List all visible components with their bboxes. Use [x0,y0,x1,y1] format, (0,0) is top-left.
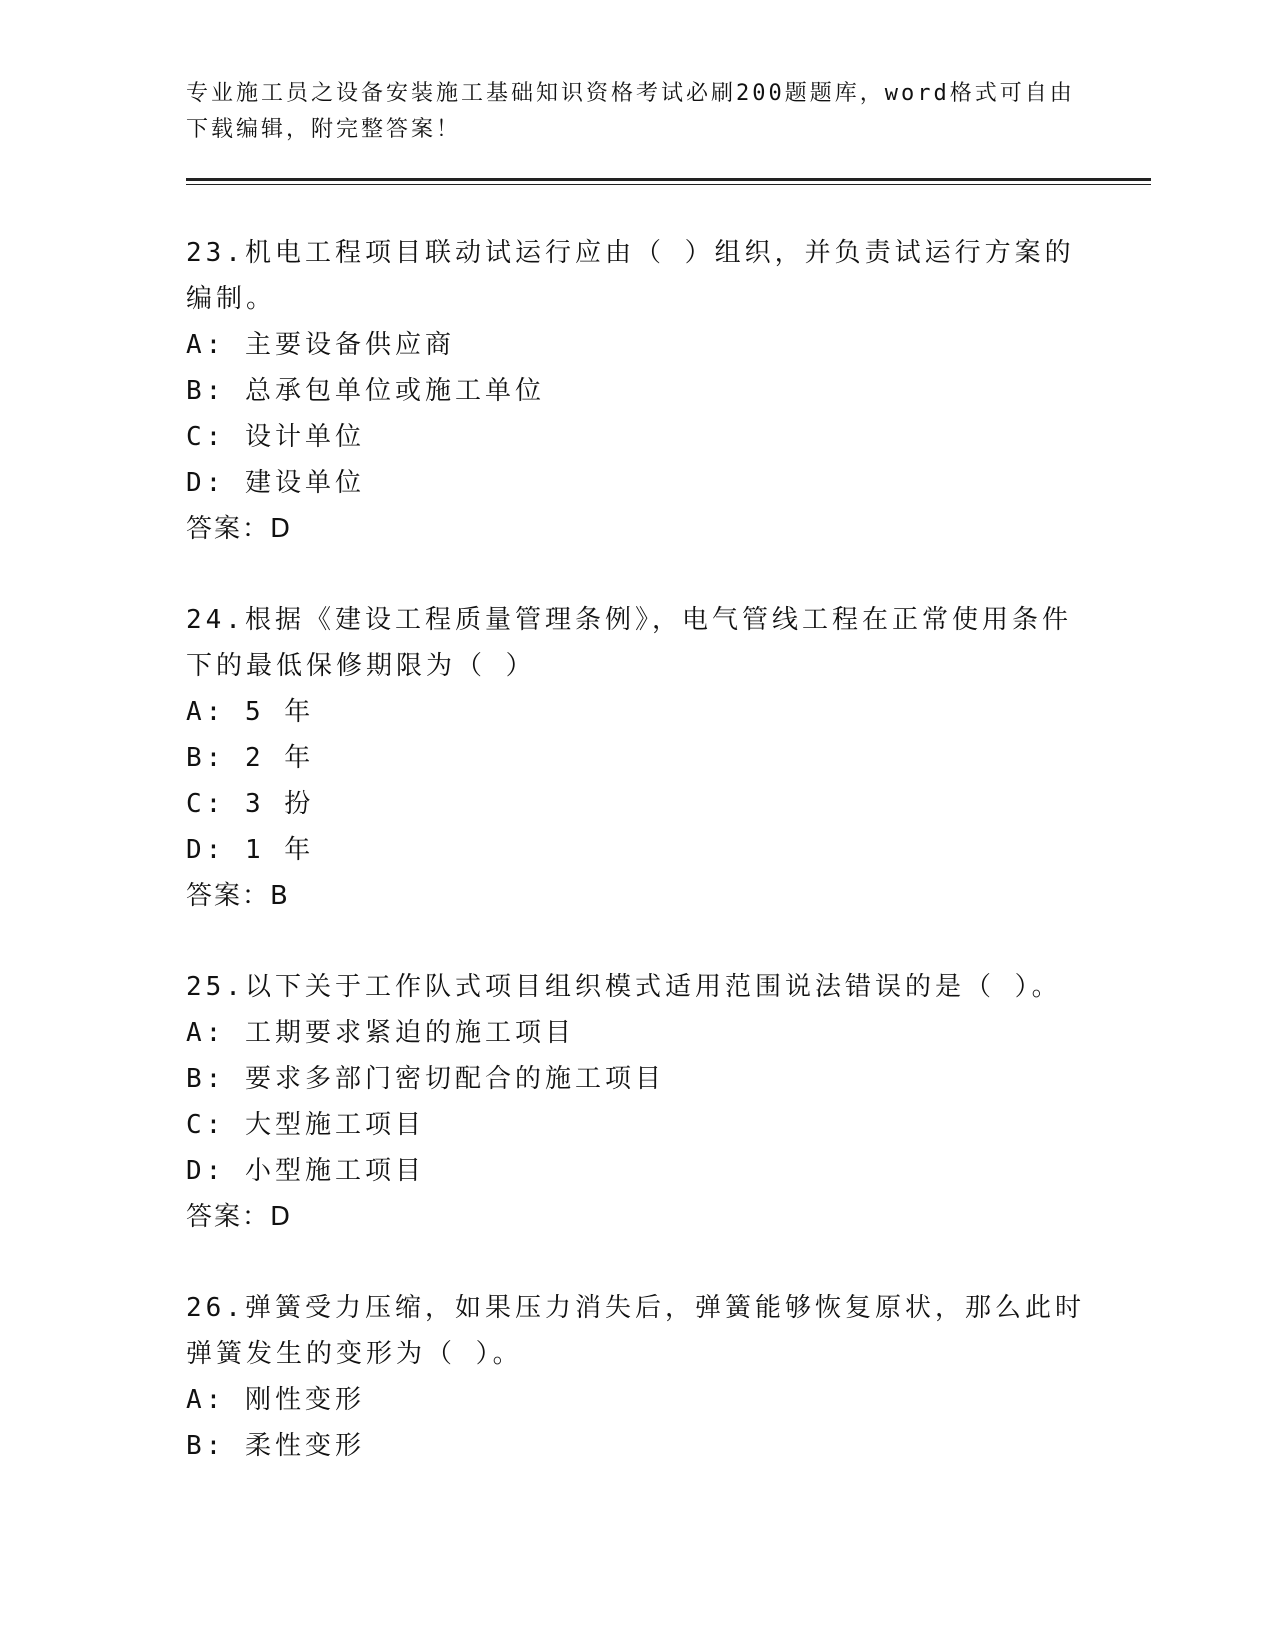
option-c: C: 3 扮 [186,789,315,819]
option-d: D: 建设单位 [186,468,365,498]
option-b: B: 总承包单位或施工单位 [186,376,545,406]
header-rule-thick [186,178,1151,181]
question-stem: 25.以下关于工作队式项目组织模式适用范围说法错误的是（ ）。 [186,972,1062,1002]
option-a: A: 主要设备供应商 [186,330,455,360]
option-a: A: 5 年 [186,697,315,727]
answer-label: 答案：B [186,881,290,911]
option-c: C: 设计单位 [186,422,365,452]
header-rule-thin [186,184,1151,185]
option-d: D: 1 年 [186,835,315,865]
question-26 [186,1285,1086,1469]
option-c: C: 大型施工项目 [186,1110,425,1140]
option-a: A: 刚性变形 [186,1385,365,1415]
question-stem: 23.机电工程项目联动试运行应由（ ）组织，并负责试运行方案的编制。 [186,238,1075,314]
question-stem: 26.弹簧受力压缩，如果压力消失后，弹簧能够恢复原状，那么此时弹簧发生的变形为（ ）。 [186,1293,1085,1369]
document-header-text: 专业施工员之设备安装施工基础知识资格考试必刷200题题库，word格式可自由下载编辑，附完整答案！ [186,81,1075,142]
question-24 [186,597,1086,919]
question-stem: 24.根据《建设工程质量管理条例》，电气管线工程在正常使用条件下的最低保修期限为（ ） [186,605,1072,681]
option-b: B: 柔性变形 [186,1431,365,1461]
answer-label: 答案：D [186,1202,293,1232]
question-25 [186,964,1086,1240]
question-list [186,230,1086,1514]
option-b: B: 2 年 [186,743,315,773]
option-b: B: 要求多部门密切配合的施工项目 [186,1064,665,1094]
option-a: A: 工期要求紧迫的施工项目 [186,1018,575,1048]
option-d: D: 小型施工项目 [186,1156,425,1186]
question-23 [186,230,1086,552]
answer-label: 答案：D [186,514,293,544]
